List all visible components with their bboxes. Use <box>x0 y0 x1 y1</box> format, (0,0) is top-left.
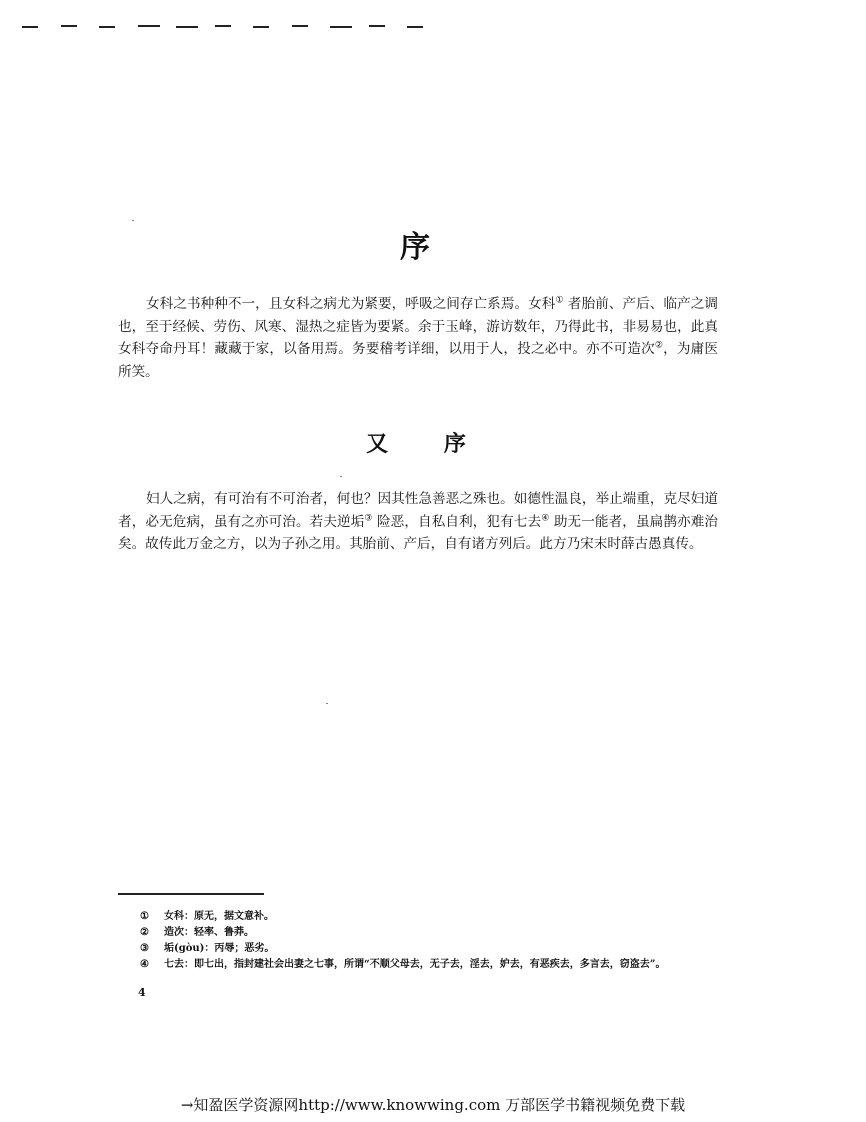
resource-link[interactable]: →知盈医学资源网http://www.knowwing.com 万部医学书籍视频免费下载 <box>180 1096 686 1114</box>
header-dash <box>99 26 115 28</box>
paragraph-text: ，为庸医所笑。 <box>118 341 718 380</box>
footnote-text: 垢(gòu)：丙辱；恶劣。 <box>164 943 275 954</box>
scan-speck <box>340 476 342 477</box>
paragraph-text: 助无一能者，虽扁鹊亦难治矣。故传此万金之方，以为子孙之用。其胎前、产后，自有诸方列后。此方乃宋末时薛古愚真传。 <box>118 513 719 552</box>
footnote <box>140 925 760 941</box>
footnote-number: ① <box>140 911 149 922</box>
paragraph-text: 险恶，自私自利，犯有七去 <box>372 513 542 530</box>
second-preface-paragraph <box>118 488 718 556</box>
paragraph-text: 妇人之病，有可治有不可治者，何也？因其性急善恶之殊也。如德性温良，举止端重，克尽妇道者，必无危病，虽有之亦可治。若夫逆垢 <box>118 491 718 530</box>
footnote <box>140 909 760 925</box>
footnote-divider <box>118 893 264 895</box>
footnote <box>140 957 760 973</box>
footnote-number: ④ <box>140 959 149 970</box>
header-dash-rule <box>22 16 442 30</box>
header-dash <box>253 26 269 28</box>
footnote-text: 女科：原无，据文意补。 <box>164 911 274 922</box>
footnotes <box>140 909 760 973</box>
preface-title: 序 <box>400 230 432 265</box>
footnote-marker: ① <box>555 295 564 306</box>
footnote-marker: ③ <box>364 512 373 523</box>
footnote-marker: ② <box>654 340 664 351</box>
footnote-marker: ④ <box>541 512 550 523</box>
header-dash <box>176 26 198 28</box>
footnote-text: 造次：轻率、鲁莽。 <box>164 927 254 938</box>
paragraph-text: 者胎前、产后、临产之调也，至于经候、劳伤、风寒、湿热之症皆为要紧。余于玉峰，游访数年，乃得此书，非易易也，此真女科夺命丹耳！藏藏于家，以备用焉。务要稽考详细，以用于人，投之必中。亦不可造次 <box>118 296 718 357</box>
footnote-number: ② <box>140 927 149 938</box>
scan-speck <box>326 703 328 704</box>
page-number: 4 <box>138 986 146 999</box>
scan-speck <box>132 220 134 221</box>
paragraph-text: 女科之书种种不一，且女科之病尤为紧要，呼吸之间存亡系焉。女科 <box>146 296 556 312</box>
header-dash <box>215 25 231 27</box>
footnote <box>140 941 760 957</box>
second-preface-title: 又 序 <box>366 431 466 457</box>
header-dash <box>369 25 385 27</box>
header-dash <box>61 25 77 27</box>
header-dash <box>407 26 423 28</box>
preface-paragraph <box>118 293 718 383</box>
header-dash <box>138 25 160 27</box>
footnote-text: 七去：即七出，指封建社会出妻之七事，所谓“不顺父母去，无子去，淫去，妒去，有恶疾去，多言去，窃盗去”。 <box>164 959 666 970</box>
header-dash <box>330 26 352 28</box>
header-dash <box>292 25 308 27</box>
header-dash <box>22 26 38 28</box>
footnote-number: ③ <box>140 943 149 954</box>
